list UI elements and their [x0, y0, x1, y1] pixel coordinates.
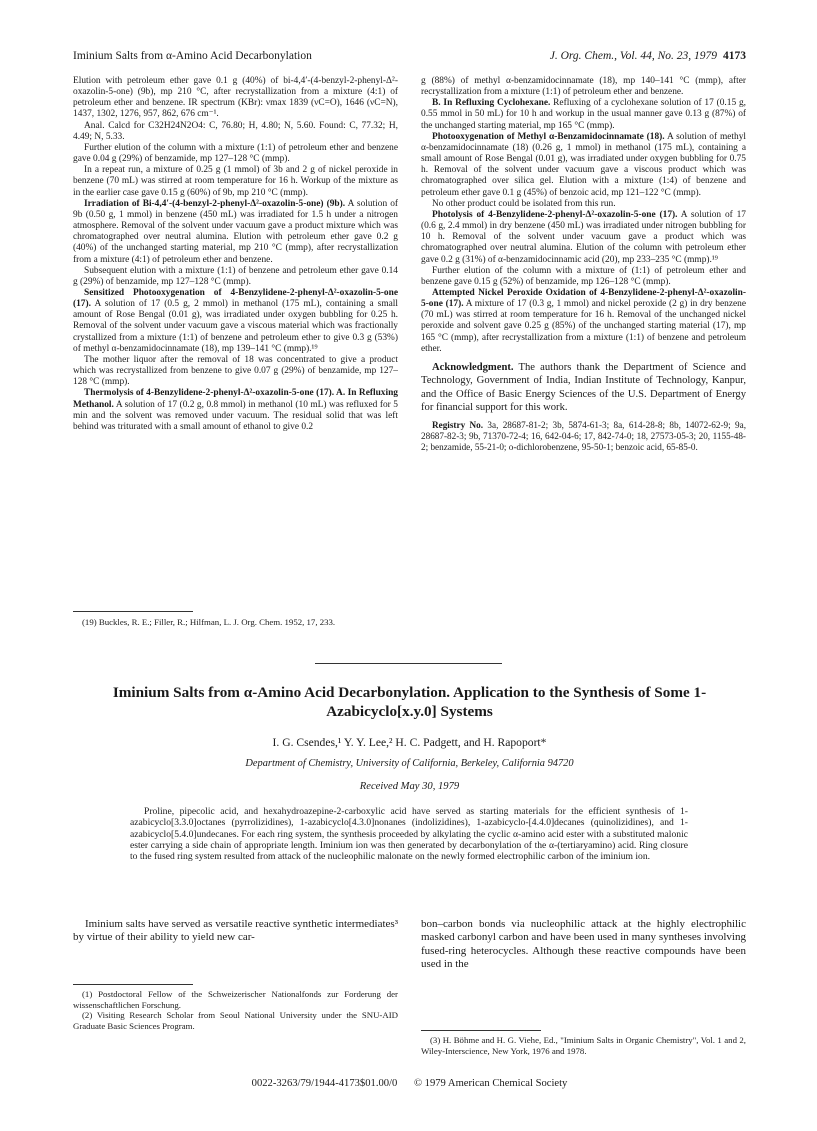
paragraph-text: A solution of 17 (0.2 g, 0.8 mmol) in methanol (10 mL) was refluxed for 5 min and the solvent was removed under vacuum. The residual solid that was left behind was triturated with a small amount of ethanol to give 0.2 — [73, 399, 398, 432]
footnote-3: (3) H. Böhme and H. G. Viehe, Ed., "Iminium Salts in Organic Chemistry", Vol. 1 and 2, Wiley-Interscience, New York, 1976 and 1978. — [421, 1035, 746, 1056]
page-number: 4173 — [723, 50, 746, 62]
footnote-2: (2) Visiting Research Scholar from Seoul National University under the SNU-AID Graduate Basic Sciences Program. — [73, 1010, 398, 1031]
copyright-notice: © 1979 American Chemical Society — [413, 1078, 568, 1089]
right-column — [421, 76, 746, 453]
paragraph-text: Elution with petroleum ether gave 0.1 g (40%) of bi-4,4′-(4-benzyl-2-phenyl-Δ²-oxazolin-5-one) (9b), mp 210 °C, after recrystallization from a mixture (4:1) of petroleum ether and benzene. IR spectrum (KBr): νmax 1839 (νC=O), 1646 (νC=N), 1437, 1302, 1276, 957, 862, 676 cm⁻¹. — [73, 76, 398, 120]
registry-numbers — [421, 420, 746, 453]
acknowledgment-text: The authors thank the Department of Science and Technology, Government of India, Indian Institute of Technology, Kanpur, and the Office of Basic Energy Sciences of the U.S. Department of Energy for financial support for this work. — [421, 361, 746, 413]
article-footnotes-left — [73, 989, 398, 1031]
intro-text-right: bon–carbon bonds via nucleophilic attack at the highly electrophilic masked carbonyl carbon and have been used in many syntheses involving fused-ring heterocycles. Although these reactive compounds have been used in the — [421, 918, 746, 971]
journal-citation: J. Org. Chem., Vol. 44, No. 23, 1979 — [549, 50, 717, 62]
article-received-date: Received May 30, 1979 — [359, 781, 460, 792]
paragraph — [421, 266, 746, 288]
running-head-title: Iminium Salts from α-Amino Acid Decarbonylation — [73, 50, 312, 62]
paragraph-text: No other product could be isolated from this run. — [432, 198, 616, 209]
paragraph-text: A mixture of 17 (0.3 g, 1 mmol) and nickel peroxide (2 g) in dry benzene (70 mL) was stirred at room temperature for 16 h. Removal of the unchanged nickel peroxide and solvent gave 0.25 g (85%) of the unchanged starting material (17), mp 165 °C (mmp), after recrystallization from a mixture (1:1) of benzene and petroleum ether. — [421, 299, 746, 354]
acknowledgment-label: Acknowledgment. — [432, 361, 514, 373]
left-column — [73, 76, 398, 433]
paragraph-text: Anal. Calcd for C32H24N2O4: C, 76.80; H, 4.80; N, 5.60. Found: C, 77.32; H, 4.49; N, 5.33. — [73, 120, 398, 142]
article-affiliation: Department of Chemistry, University of California, Berkeley, California 94720 — [245, 758, 574, 769]
paragraph-text: Further elution of the column with a mixture of (1:1) of petroleum ether and benzene gave 0.15 g (52%) of benzamide, mp 126–128 °C (mmp). — [421, 265, 746, 287]
article-code: 0022-3263/79/1944-4173$01.00/0 — [251, 1078, 398, 1089]
paragraph-heading: Attempted Nickel Peroxide Oxidation of 4-Benzylidene-2-phenyl-Δ²-oxazolin-5-one (17). — [421, 287, 746, 310]
footnote-1: (1) Postdoctoral Fellow of the Schweizerischer Nationalfonds zur Forderung der wissenschaftlichen Forschung. — [73, 989, 398, 1010]
paragraph — [73, 288, 398, 355]
registry-label: Registry No. — [432, 420, 484, 431]
paragraph — [421, 288, 746, 355]
paragraph — [73, 355, 398, 388]
running-head-citation — [550, 50, 746, 62]
article-footnote-right — [421, 1035, 746, 1056]
paragraph-text: Further elution of the column with a mixture (1:1) of petroleum ether and benzene gave 0.04 g (29%) of benzamide, mp 127–128 °C (mmp). — [73, 142, 398, 165]
registry-text: 3a, 28687-81-2; 3b, 5874-61-3; 8a, 614-28-8; 8b, 14072-62-9; 9a, 28687-82-3; 9b, 71370-72-4; 16, 642-04-6; 17, 842-74-0; 18, 27573-05-3; 20, 1155-48-2; benzamide, 55-21-0; o-dichlorobenzene, 95-50-1; benzoic acid, 65-85-0. — [421, 420, 746, 453]
paragraph — [421, 98, 746, 131]
article-title: Iminium Salts from α-Amino Acid Decarbonylation. Application to the Synthesis of Some 1-Azabicyclo[x.y.0] Systems — [112, 684, 707, 720]
running-head — [73, 50, 746, 66]
footnote-19 — [73, 617, 398, 628]
paragraph-heading: Photolysis of 4-Benzylidene-2-phenyl-Δ²-oxazolin-5-one (17). — [432, 209, 678, 220]
footnote-19-text: (19) Buckles, R. E.; Filler, R.; Hilfman, L. J. Org. Chem. 1952, 17, 233. — [82, 617, 336, 627]
paragraph — [73, 165, 398, 198]
paragraph — [421, 76, 746, 98]
footnote-rule-left — [73, 611, 193, 612]
paragraph-heading: B. In Refluxing Cyclohexane. — [432, 98, 551, 109]
paragraph-heading: Photooxygenation of Methyl α-Benzamidocinnamate (18). — [432, 131, 665, 142]
paragraph — [73, 143, 398, 165]
article-separator — [315, 663, 502, 664]
acknowledgment — [421, 361, 746, 414]
paragraph — [73, 266, 398, 288]
paragraph — [73, 199, 398, 266]
article-abstract: Proline, pipecolic acid, and hexahydroazepine-2-carboxylic acid have served as starting materials for the efficient synthesis of 1-azabicyclo[3.3.0]octanes (pyrrolizidines), 1-azabicyclo[4.3.0]nonanes (indolizidines), 1-azabicyclo-[4.4.0]decanes (quinolizidines), and 1-azabicyclo[5.4.0]undecanes. For each ring system, the synthesis proceeded by alkylating the cyclic α-amino acid ester with a substituted malonic ester carrying a side chain of appropriate length. Iminium ion was then generated by decarbonylation of the α-(tertiaryamino) acid. Ring closure to the fused ring system resulted from attack of the nucleophilic malonate on the newly formed electrophilic carbon of the iminium ion. — [130, 806, 688, 863]
paragraph — [73, 121, 398, 143]
paragraph-text: Refluxing of a cyclohexane solution of 17 (0.15 g, 0.55 mmol in 50 mL) for 10 h and workup in the usual manner gave 0.13 g (87%) of the unchanged starting material, mp 165 °C (mmp). — [421, 98, 746, 131]
paragraph-text: A solution of methyl α-benzamidocinnamate (18) (0.26 g, 1 mmol) in methanol (175 mL), containing a small amount of Rose Bengal (0.01 g), was irradiated under oxygen bubbling for 0.75 h. Removal of the solvent under vacuum gave a viscous product which was chromatographed over silica gel. Elution with a mixture (1:4) of benzene and petroleum ether gave 0.1 g (45%) of benzoic acid, mp 121–122 °C (mmp). — [421, 131, 746, 198]
paragraph — [421, 210, 746, 266]
paragraph-text: Subsequent elution with a mixture (1:1) of benzene and petroleum ether gave 0.14 g (29%) of benzamide, mp 127–128 °C (mmp). — [73, 265, 398, 287]
paragraph-text: A solution of 17 (0.5 g, 2 mmol) in methanol (175 mL), containing a small amount of Rose Bengal (0.01 g), was irradiated under oxygen bubbling for 0.25 h. Removal of the solvent under vacuum gave a viscous material which was fractionally crystallized from a mixture (1:1) of benzene and petroleum ether to give 0.3 g (53%) of methyl α-benzamidocinnamate (18), mp 139–141 °C (mmp).¹⁹ — [73, 299, 398, 354]
paragraph-heading: Thermolysis of 4-Benzylidene-2-phenyl-Δ²-oxazolin-5-one (17). A. In Refluxing Methanol. — [73, 388, 398, 410]
page-footer — [73, 1078, 746, 1089]
paragraph-text: A solution of 9b (0.50 g, 1 mmol) in benzene (450 mL) was irradiated for 1.5 h under a nitrogen atmosphere. Removal of the solvent under vacuum gave a product mixture which was chromatographed over neutral alumina. Elution with petroleum ether gave 0.2 g (40%) of the unchanged starting material, mp 210 °C (mmp), after recrystallization from a mixture (4:1) of petroleum ether and benzene. — [73, 198, 398, 265]
paragraph — [73, 388, 398, 433]
paragraph-text: The mother liquor after the removal of 18 was concentrated to give a product which was recrystallized from benzene to give 0.07 g (29%) of benzamide, mp 127–128 °C (mmp). — [73, 354, 398, 388]
footnote-rule-article-right — [421, 1030, 541, 1031]
paragraph — [421, 199, 746, 210]
paragraph-text: In a repeat run, a mixture of 0.25 g (1 mmol) of 3b and 2 g of nickel peroxide in benzene (70 mL) was stirred at room temperature for 16 h. Workup of the mixture as in the earlier case gave 0.15 g (60%) of 9b, mp 210 °C (mmp). — [73, 165, 398, 198]
paragraph-text: A solution of 17 (0.6 g, 2.4 mmol) in dry benzene (450 mL) was irradiated under nitrogen bubbling for 10 h. Removal of the solvent under vacuum gave a product which was chromatographed over neutral alumina. Elution of the column with petroleum ether gave 0.2 g (31%) of α-benzamidocinnamic acid (20), mp 233–235 °C (mmp).¹⁹ — [421, 209, 746, 265]
paragraph — [421, 132, 746, 199]
footnote-rule-article-left — [73, 984, 193, 985]
paragraph-heading: Sensitized Photooxygenation of 4-Benzylidene-2-phenyl-Δ²-oxazolin-5-one (17). — [73, 287, 398, 310]
intro-text-left: Iminium salts have served as versatile reactive synthetic intermediates³ by virtue of their ability to yield new car- — [73, 918, 398, 944]
paragraph — [73, 76, 398, 121]
right-column-paragraphs — [421, 76, 746, 355]
article-authors: I. G. Csendes,¹ Y. Y. Lee,² H. C. Padgett, and H. Rapoport* — [272, 736, 547, 749]
paragraph-text: g (88%) of methyl α-benzamidocinnamate (18), mp 140–141 °C (mmp), after recrystallization from a mixture (1:1) of petroleum ether and benzene. — [421, 76, 746, 98]
paragraph-heading: Irradiation of Bi-4,4′-(4-benzyl-2-phenyl-Δ²-oxazolin-5-one) (9b). — [84, 198, 346, 209]
